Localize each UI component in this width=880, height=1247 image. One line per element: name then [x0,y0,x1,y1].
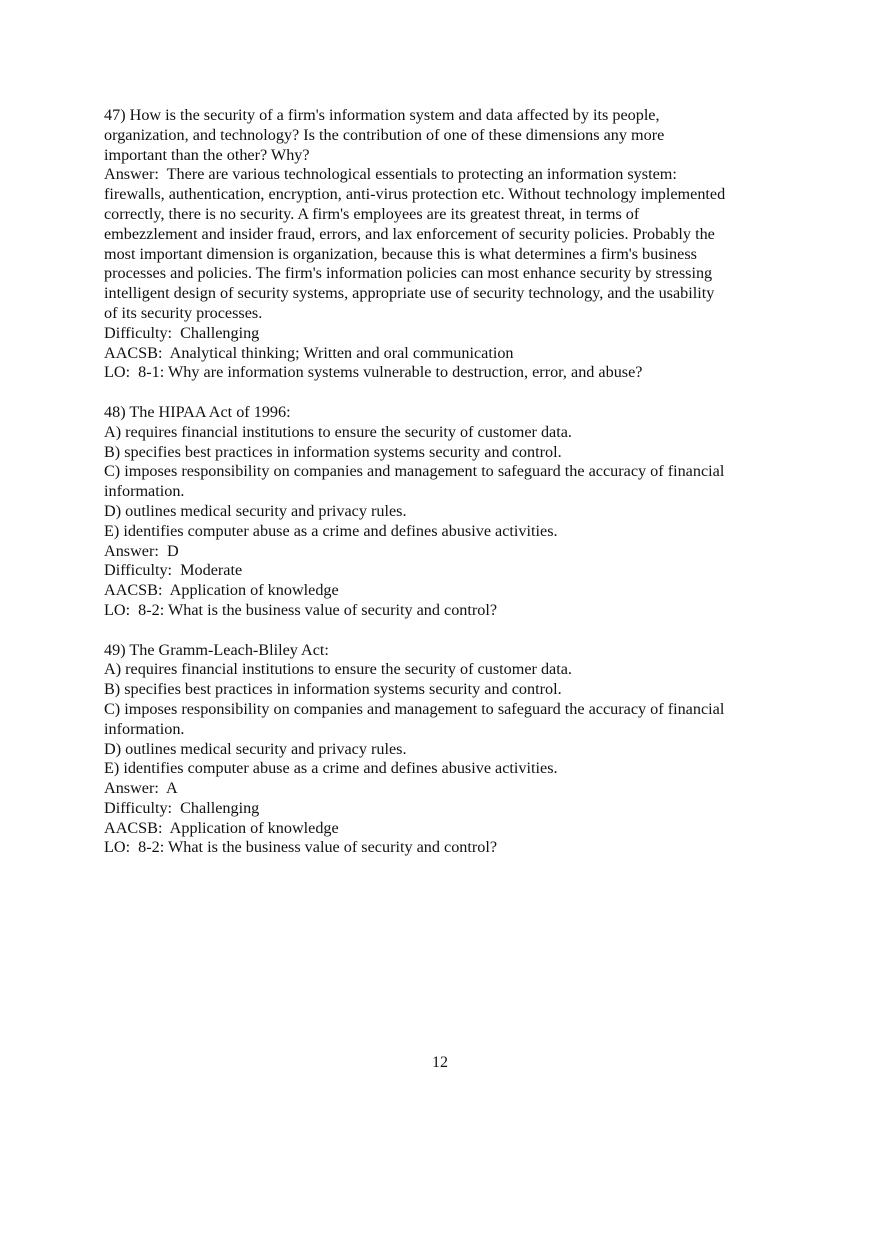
option-b: B) specifies best practices in information systems security and control. [104,442,562,461]
question-49 [104,641,776,859]
answer-line: intelligent design of security systems, appropriate use of security technology, and the usability [104,284,715,303]
option-c-continued: information. [104,482,185,501]
aacsb-label: AACSB: Analytical thinking; Written and oral communication [104,343,514,362]
option-c: C) imposes responsibility on companies and management to safeguard the accuracy of financial [104,462,725,481]
learning-objective: LO: 8-1: Why are information systems vulnerable to destruction, error, and abuse? [104,363,643,382]
answer-label: Answer: A [104,779,178,798]
question-stem: 48) The HIPAA Act of 1996: [104,402,291,421]
answer-label: Answer: D [104,541,179,560]
option-d: D) outlines medical security and privacy rules. [104,739,407,758]
option-c: C) imposes responsibility on companies and management to safeguard the accuracy of financial [104,699,725,718]
page-number: 12 [432,1054,448,1071]
question-stem-line: organization, and technology? Is the contribution of one of these dimensions any more [104,125,665,144]
option-b: B) specifies best practices in information systems security and control. [104,680,562,699]
question-stem-line: 47) How is the security of a firm's information system and data affected by its people, [104,106,660,124]
answer-line: firewalls, authentication, encryption, anti-virus protection etc. Without technology implemented [104,185,726,204]
option-a: A) requires financial institutions to ensure the security of customer data. [104,422,572,441]
aacsb-label: AACSB: Application of knowledge [104,581,339,600]
answer-line: Answer: There are various technological essentials to protecting an information system: [104,165,677,184]
question-48 [104,403,776,621]
answer-line: processes and policies. The firm's information policies can most enhance security by stressing [104,264,713,283]
question-stem: 49) The Gramm-Leach-Bliley Act: [104,640,329,659]
answer-line: of its security processes. [104,303,263,322]
answer-line: correctly, there is no security. A firm's employees are its greatest threat, in terms of [104,204,640,223]
page-content [104,106,776,878]
answer-line: most important dimension is organization, because this is what determines a firm's business [104,244,697,263]
question-stem-line: important than the other? Why? [104,145,310,164]
answer-line: embezzlement and insider fraud, errors, and lax enforcement of security policies. Probably the [104,224,715,243]
option-e: E) identifies computer abuse as a crime and defines abusive activities. [104,521,558,540]
difficulty-label: Difficulty: Challenging [104,798,260,817]
option-c-continued: information. [104,719,185,738]
difficulty-label: Difficulty: Moderate [104,561,243,580]
learning-objective: LO: 8-2: What is the business value of security and control? [104,838,498,857]
difficulty-label: Difficulty: Challenging [104,323,260,342]
option-d: D) outlines medical security and privacy rules. [104,501,407,520]
option-a: A) requires financial institutions to ensure the security of customer data. [104,660,572,679]
question-47 [104,106,776,383]
aacsb-label: AACSB: Application of knowledge [104,818,339,837]
option-e: E) identifies computer abuse as a crime and defines abusive activities. [104,759,558,778]
learning-objective: LO: 8-2: What is the business value of security and control? [104,600,498,619]
